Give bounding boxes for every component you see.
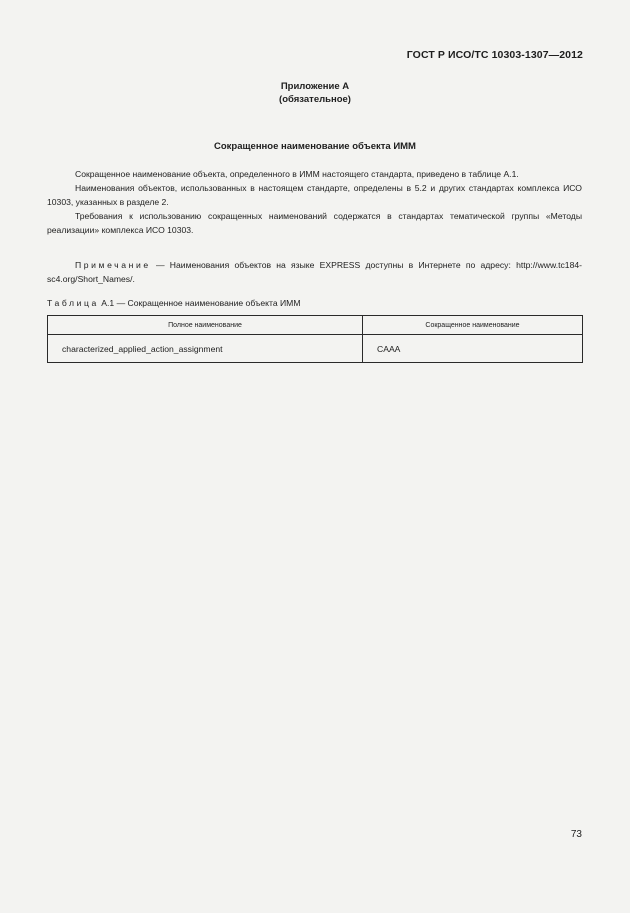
paragraph: Наименования объектов, использованных в настоящем стандарте, определены в 5.2 и других стандартах комплекса ИСО 10303, указанных в разделе 2.: [47, 183, 582, 207]
section-title: Сокращенное наименование объекта ИММ: [214, 141, 416, 152]
document-code: ГОСТ Р ИСО/ТС 10303-1307—2012: [406, 49, 583, 61]
annex-title: Приложение А: [280, 81, 350, 92]
note-text: — Наименования объектов на языке EXPRESS доступны в Интернете по адресу: http://www.tc184-sc4.org/Short_Names/.: [47, 260, 582, 284]
header-full-name: Полное наименование: [48, 316, 363, 335]
note-label: Примечание: [75, 260, 151, 270]
paragraph: Сокращенное наименование объекта, определенного в ИММ настоящего стандарта, приведено в таблице А.1.: [75, 169, 519, 179]
table-caption-text: А.1 — Сокращенное наименование объекта ИММ: [98, 298, 301, 308]
table-caption: [47, 298, 300, 308]
paragraph: Требования к использованию сокращенных наименований содержатся в стандартах тематической группы «Методы реализации» комплекса ИСО 10303.: [47, 211, 582, 235]
note: [47, 258, 582, 286]
annex-status: (обязательное): [279, 93, 351, 105]
header-short-name: Сокращенное наименование: [363, 316, 583, 335]
cell-full-name: characterized_applied_action_assignment: [48, 335, 363, 363]
page-number: 73: [570, 829, 582, 840]
annex-heading: [0, 81, 630, 106]
cell-short-name: CAAA: [363, 335, 583, 363]
table-header-row: [48, 316, 583, 335]
body-text: [47, 167, 582, 237]
table-caption-label: Таблица: [47, 298, 99, 308]
abbreviation-table: [47, 315, 583, 363]
table-row: [48, 335, 583, 363]
